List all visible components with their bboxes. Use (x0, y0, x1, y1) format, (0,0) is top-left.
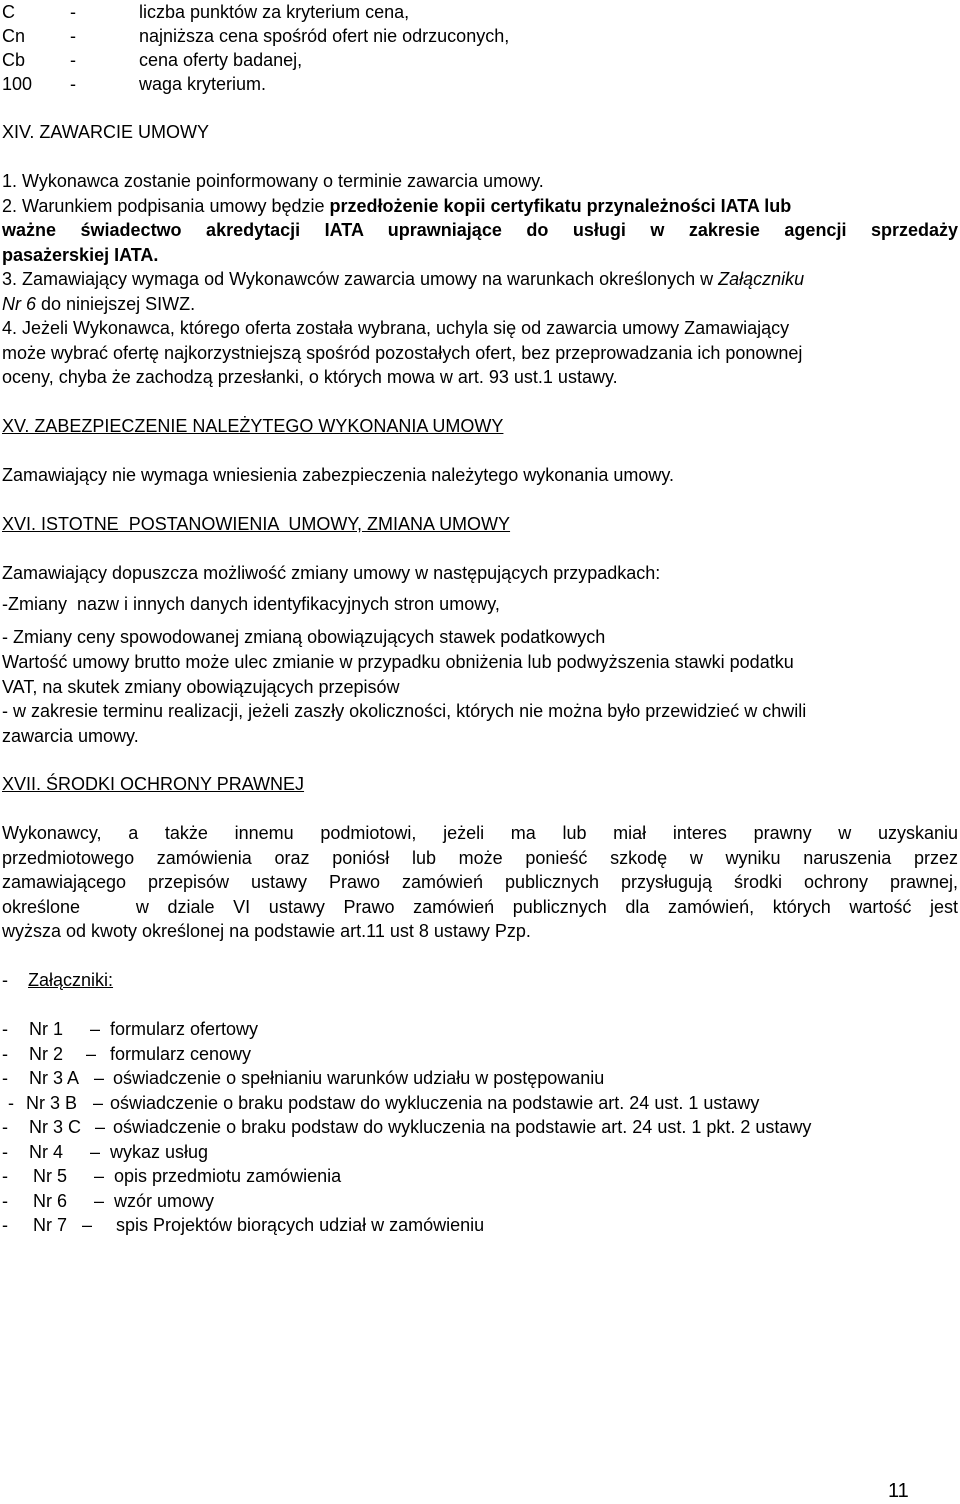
section-heading-xvi (2, 512, 510, 537)
legend-symbol: C (2, 2, 15, 22)
legend-text: najniższa cena spośród ofert nie odrzuconych, (139, 26, 510, 46)
attachment-title: spis Projektów biorących udział w zamówieniu (116, 1215, 485, 1235)
paragraph-2-line-3 (2, 243, 158, 268)
legend-dash: - (70, 74, 76, 94)
paragraph-2-bold: przedłożenie kopii certyfikatu przynależności IATA lub (329, 196, 792, 216)
paragraph-4-line-1: 4. Jeżeli Wykonawca, którego oferta została wybrana, uchyla się od zawarcia umowy Zamawiający (2, 318, 790, 338)
attachment-title: oświadczenie o braku podstaw do wykluczenia na podstawie art. 24 ust. 1 ustawy (110, 1093, 760, 1113)
separator: – (94, 1191, 105, 1211)
list-item: -Zmiany nazw i innych danych identyfikacyjnych stron umowy, (2, 594, 500, 614)
attachment-number: Nr 1 (29, 1019, 64, 1039)
paragraph-4-line-3: oceny, chyba że zachodzą przesłanki, o których mowa w art. 93 ust.1 ustawy. (2, 367, 618, 387)
paragraph-2-bold: ważne świadectwo akredytacji IATA uprawniające do usługi w zakresie agencji sprzedaży (2, 220, 958, 240)
section-heading-xvii (2, 772, 304, 797)
dash: - (2, 1191, 8, 1211)
legend-symbol: 100 (2, 74, 33, 94)
list-item: - w zakresie terminu realizacji, jeżeli zaszły okoliczności, których nie można było przewidzieć w chwili (2, 701, 807, 721)
paragraph-line: Wartość umowy brutto może ulec zmianie w przypadku obniżenia lub podwyższenia stawki podatku (2, 652, 794, 672)
attachment-number: Nr 3 A (29, 1068, 80, 1088)
separator: – (93, 1093, 104, 1113)
attachment-title: opis przedmiotu zamówienia (114, 1166, 342, 1186)
attachment-title: oświadczenie o spełnianiu warunków udziału w postępowaniu (113, 1068, 605, 1088)
dash: - (2, 1215, 8, 1235)
paragraph-line: VAT, na skutek zmiany obowiązujących przepisów (2, 677, 400, 697)
dash: - (2, 1117, 8, 1137)
separator: – (86, 1044, 97, 1064)
paragraph-line: przedmiotowego zamówienia oraz poniósł lub może ponieść szkodę w wyniku naruszenia przez (2, 848, 958, 868)
paragraph: Zamawiający nie wymaga wniesienia zabezpieczenia należytego wykonania umowy. (2, 465, 675, 485)
attachment-number: Nr 4 (29, 1142, 64, 1162)
dash: - (8, 1093, 14, 1113)
dash: - (2, 1166, 8, 1186)
section-heading-xiv: XIV. ZAWARCIE UMOWY (2, 122, 210, 142)
paragraph-2-text: 2. Warunkiem podpisania umowy będzie (2, 196, 330, 216)
paragraph-3-text: 3. Zamawiający wymaga od Wykonawców zawarcia umowy na warunkach określonych w (2, 269, 719, 289)
paragraph-3-italic: Nr 6 (2, 294, 37, 314)
legend-text: liczba punktów za kryterium cena, (139, 2, 410, 22)
dash: - (2, 1142, 8, 1162)
separator: – (82, 1215, 93, 1235)
paragraph-3-line-1 (2, 267, 804, 292)
heading-text: Załączniki: (28, 970, 114, 990)
paragraph-line: określone w dziale VI ustawy Prawo zamówień publicznych dla zamówień, których wartość jest (2, 897, 958, 917)
paragraph-3-italic: Załączniku (718, 269, 805, 289)
paragraph-1: 1. Wykonawca zostanie poinformowany o terminie zawarcia umowy. (2, 171, 544, 191)
paragraph-line: wyższa od kwoty określonej na podstawie art.11 ust 8 ustawy Pzp. (2, 921, 531, 941)
attachment-number: Nr 5 (33, 1166, 68, 1186)
heading-text: XV. ZABEZPIECZENIE NALEŻYTEGO WYKONANIA UMOWY (2, 416, 504, 436)
page-number: 11 (888, 1480, 909, 1502)
legend-dash: - (70, 50, 76, 70)
dash: - (2, 1019, 8, 1039)
separator: – (94, 1166, 105, 1186)
paragraph-line: Wykonawcy, a także innemu podmiotowi, jeżeli ma lub miał interes prawny w uzyskaniu (2, 823, 958, 843)
legend-dash: - (70, 26, 76, 46)
legend-text: cena oferty badanej, (139, 50, 303, 70)
attachment-number: Nr 7 (33, 1215, 68, 1235)
paragraph-2-bold: pasażerskiej IATA. (2, 245, 159, 265)
attachment-number: Nr 6 (33, 1191, 68, 1211)
heading-text: XVII. ŚRODKI OCHRONY PRAWNEJ (2, 774, 305, 794)
separator: – (95, 1117, 106, 1137)
attachment-title: formularz ofertowy (110, 1019, 259, 1039)
attachment-title: wykaz usług (110, 1142, 209, 1162)
paragraph-2-line-2 (2, 218, 958, 243)
paragraph: Zamawiający dopuszcza możliwość zmiany umowy w następujących przypadkach: (2, 563, 661, 583)
paragraph-3-text: do niniejszej SIWZ. (36, 294, 196, 314)
legend-symbol: Cn (2, 26, 26, 46)
legend-text: waga kryterium. (139, 74, 267, 94)
paragraph-2-line-1 (2, 194, 791, 219)
dash: - (2, 1044, 8, 1064)
attachment-number: Nr 2 (29, 1044, 64, 1064)
heading-text: XVI. ISTOTNE POSTANOWIENIA UMOWY, ZMIANA UMOWY (2, 514, 511, 534)
attachment-title: wzór umowy (114, 1191, 215, 1211)
separator: – (94, 1068, 105, 1088)
separator: – (90, 1019, 101, 1039)
paragraph-line: zamawiającego przepisów ustawy Prawo zamówień publicznych przysługują środki ochrony prawnej, (2, 872, 958, 892)
section-heading-xv (2, 414, 503, 439)
dash: - (2, 1068, 8, 1088)
attachment-number: Nr 3 C (29, 1117, 82, 1137)
separator: – (90, 1142, 101, 1162)
attachment-title: oświadczenie o braku podstaw do wykluczenia na podstawie art. 24 ust. 1 pkt. 2 ustawy (113, 1117, 812, 1137)
paragraph-line: zawarcia umowy. (2, 726, 139, 746)
list-item: - Zmiany ceny spowodowanej zmianą obowiązujących stawek podatkowych (2, 627, 606, 647)
attachment-title: formularz cenowy (110, 1044, 252, 1064)
attachments-heading (2, 968, 113, 993)
legend-symbol: Cb (2, 50, 26, 70)
attachment-number: Nr 3 B (26, 1093, 78, 1113)
dash: - (2, 970, 8, 990)
paragraph-4-line-2: może wybrać ofertę najkorzystniejszą spośród pozostałych ofert, bez przeprowadzania ich ponownej (2, 343, 803, 363)
paragraph-3-line-2 (2, 292, 195, 317)
legend-dash: - (70, 2, 76, 22)
